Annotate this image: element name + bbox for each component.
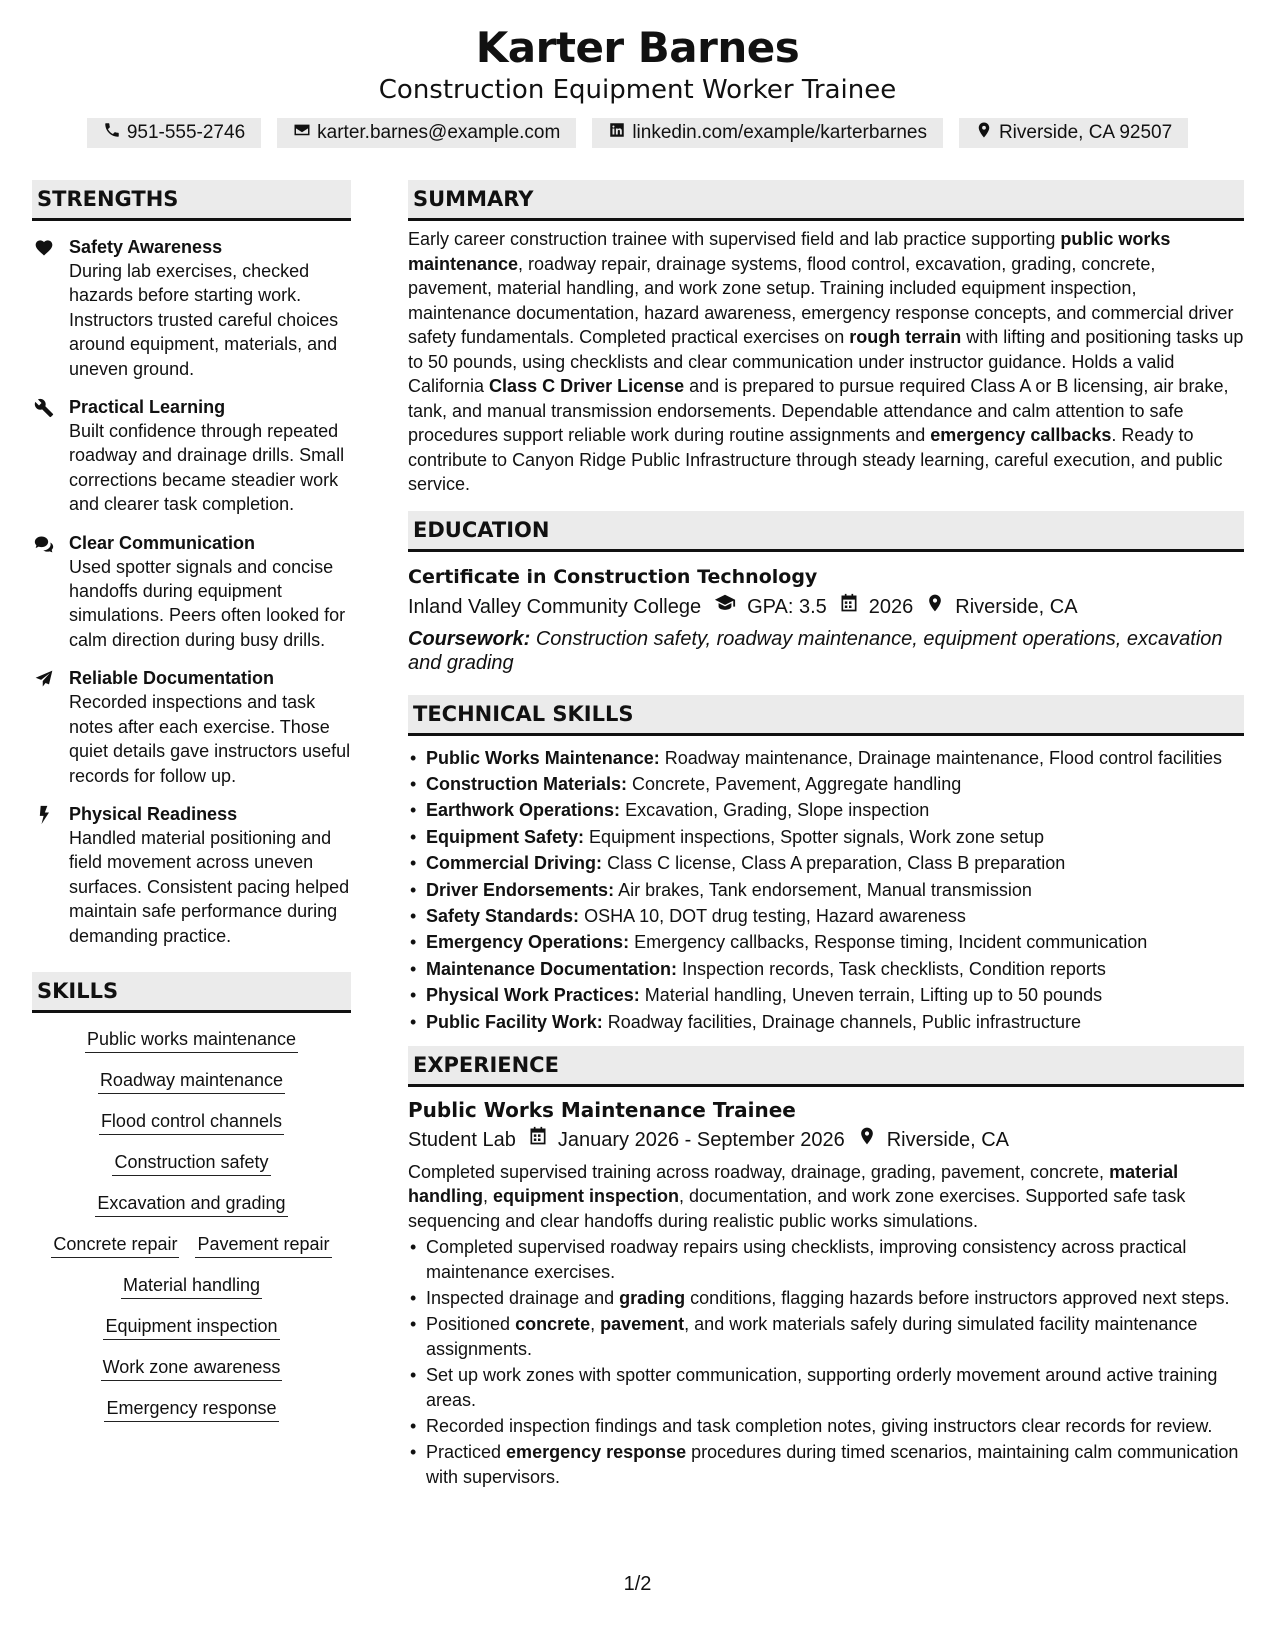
bullet-segment: Practiced xyxy=(426,1442,507,1463)
list-item xyxy=(408,957,1244,981)
page-number: 1/2 xyxy=(623,1573,652,1595)
education-heading: EDUCATION xyxy=(408,511,1244,552)
experience-description xyxy=(408,1160,1244,1233)
skill-tag: Emergency response xyxy=(104,1396,278,1422)
coursework xyxy=(408,627,1244,675)
summary-keyword: rough terrain xyxy=(849,327,962,347)
bullet-segment: Set up work zones with spotter communication, supporting orderly movement around active training areas. xyxy=(426,1365,1218,1410)
strength-title: Reliable Documentation xyxy=(69,668,275,689)
graduation-year: 2026 xyxy=(868,596,914,618)
skill-category: Emergency Operations: xyxy=(426,932,630,953)
strengths-list xyxy=(32,235,351,948)
skill-values: Roadway facilities, Drainage channels, Public infrastructure xyxy=(607,1011,1081,1032)
skill-values: Inspection records, Task checklists, Condition reports xyxy=(682,958,1106,979)
skill-tag: Pavement repair xyxy=(195,1232,331,1258)
bullet-segment: Recorded inspection findings and task completion notes, giving instructors clear records for review. xyxy=(426,1416,1213,1437)
skill-values: Emergency callbacks, Response timing, Incident communication xyxy=(634,932,1148,953)
strength-title: Practical Learning xyxy=(69,397,226,418)
contact-bar xyxy=(0,118,1275,148)
skill-category: Driver Endorsements: xyxy=(426,879,615,900)
desc-keyword: equipment inspection xyxy=(493,1186,680,1207)
list-item xyxy=(408,851,1244,875)
left-column xyxy=(32,180,351,1422)
strength-title: Physical Readiness xyxy=(69,803,238,824)
contact-email[interactable] xyxy=(277,118,576,148)
desc-keyword: material handling xyxy=(408,1161,1179,1207)
strength-title: Clear Communication xyxy=(69,532,256,553)
summary-keyword: Class C Driver License xyxy=(489,376,685,396)
map-pin-icon xyxy=(913,592,955,622)
bullet-keyword: grading xyxy=(619,1288,686,1308)
list-item xyxy=(408,983,1244,1007)
technical-skills-heading: TECHNICAL SKILLS xyxy=(408,695,1244,736)
calendar-icon xyxy=(516,1125,558,1155)
skill-category: Earthwork Operations: xyxy=(426,800,621,821)
list-item xyxy=(408,904,1244,928)
experience-bullets xyxy=(408,1235,1244,1489)
bullet-keyword: concrete xyxy=(515,1314,591,1335)
contact-phone[interactable] xyxy=(87,118,261,148)
list-item xyxy=(408,1010,1244,1034)
list-item xyxy=(408,1286,1244,1310)
candidate-name: Karter Barnes xyxy=(475,23,800,72)
skill-values: Roadway maintenance, Drainage maintenance, Flood control facilities xyxy=(664,747,1223,768)
list-item xyxy=(408,930,1244,954)
comments-icon xyxy=(32,531,69,653)
contact-linkedin[interactable] xyxy=(592,118,943,148)
coursework-label: Coursework: xyxy=(408,627,531,650)
strength-desc: Used spotter signals and concise handoffs during equipment simulations. Peers often looked for calm direction during busy drills. xyxy=(69,556,346,650)
skill-values: Excavation, Grading, Slope inspection xyxy=(625,800,930,821)
job-title: Construction Equipment Worker Trainee xyxy=(378,75,897,105)
experience-meta xyxy=(408,1125,1244,1155)
contact-location[interactable] xyxy=(959,118,1188,148)
experience-dates: January 2026 - September 2026 xyxy=(557,1128,845,1151)
skill-category: Maintenance Documentation: xyxy=(426,958,678,979)
education-location: Riverside, CA xyxy=(955,596,1078,618)
list-item xyxy=(408,1414,1244,1438)
summary-segment: with lifting and positioning tasks up to 50 pounds, using checklists and clear communication under instructor guidance. Holds a valid California xyxy=(408,327,1244,396)
desc-segment: , documentation, and work zone exercises. Supported safe task sequencing and clear handoffs during realistic public works simulations. xyxy=(408,1186,1186,1231)
skill-category: Construction Materials: xyxy=(426,773,628,794)
phone-text: 951-555-2746 xyxy=(126,122,246,143)
experience-title: Public Works Maintenance Trainee xyxy=(408,1097,796,1122)
bullet-keyword: emergency response xyxy=(506,1442,687,1463)
strengths-heading: STRENGTHS xyxy=(32,180,351,221)
desc-segment: Completed supervised training across roadway, drainage, grading, pavement, concrete, xyxy=(408,1161,1110,1182)
bullet-segment: conditions, flagging hazards before instructors approved next steps. xyxy=(685,1288,1230,1308)
strength-item xyxy=(32,395,351,517)
summary-segment: , roadway repair, drainage systems, flood control, excavation, grading, concrete, pavement, material handling, and work zone setup. Training included equipment inspection, maintenance documentation, hazard awareness, emergency response concepts, and commercial driver safety fundamentals. Completed practical exercises on xyxy=(408,253,1234,347)
bullet-segment: procedures during timed scenarios, maintaining calm communication with supervisors. xyxy=(426,1442,1239,1487)
technical-skills-list xyxy=(408,746,1244,1034)
list-item xyxy=(408,772,1244,796)
bullet-segment: , and work materials safely during simulated facility maintenance assignments. xyxy=(426,1314,1198,1359)
skill-tag: Work zone awareness xyxy=(101,1355,283,1381)
coursework-text: Construction safety, roadway maintenance, equipment operations, excavation and grading xyxy=(408,627,1223,674)
skills-heading: SKILLS xyxy=(32,972,351,1013)
education-meta xyxy=(408,592,1244,623)
strength-item xyxy=(32,531,351,653)
list-item xyxy=(408,825,1244,849)
skill-tag: Excavation and grading xyxy=(95,1191,287,1217)
skill-category: Commercial Driving: xyxy=(426,853,603,874)
calendar-icon xyxy=(827,592,869,622)
school-name: Inland Valley Community College xyxy=(408,596,702,618)
strength-desc: Handled material positioning and field movement across uneven surfaces. Consistent pacing helped maintain safe performance during demanding practice. xyxy=(69,827,350,946)
summary-segment: . Ready to contribute to Canyon Ridge Public Infrastructure through steady learning, careful execution, and public service. xyxy=(408,425,1223,494)
summary-segment: and is prepared to pursue required Class A or B licensing, air brake, tank, and manual transmission endorsements. Dependable attendance and calm attention to safe procedures support reliable work during routine assignments and xyxy=(408,376,1229,445)
bolt-icon xyxy=(32,802,69,948)
experience-heading: EXPERIENCE xyxy=(408,1046,1244,1087)
skill-values: Concrete, Pavement, Aggregate handling xyxy=(632,773,962,794)
desc-segment: , xyxy=(483,1186,494,1207)
bullet-segment: Positioned xyxy=(426,1314,516,1335)
list-item xyxy=(408,746,1244,770)
strength-item xyxy=(32,666,351,788)
envelope-icon xyxy=(293,121,311,145)
skill-tag: Equipment inspection xyxy=(103,1314,279,1340)
skill-values: Equipment inspections, Spotter signals, Work zone setup xyxy=(589,826,1044,847)
graduation-cap-icon xyxy=(701,592,747,623)
linkedin-icon xyxy=(608,121,626,145)
skill-values: Class C license, Class A preparation, Class B preparation xyxy=(607,853,1066,874)
bullet-segment: , xyxy=(590,1314,601,1335)
strength-item xyxy=(32,235,351,381)
skill-values: OSHA 10, DOT drug testing, Hazard awareness xyxy=(584,905,966,926)
heart-icon xyxy=(32,235,69,381)
strength-title: Safety Awareness xyxy=(69,237,223,257)
skill-category: Equipment Safety: xyxy=(426,826,585,847)
strength-desc: During lab exercises, checked hazards before starting work. Instructors trusted careful choices around equipment, materials, and uneven ground. xyxy=(69,261,339,379)
skill-tag: Concrete repair xyxy=(51,1232,179,1258)
experience-org: Student Lab xyxy=(408,1128,516,1151)
right-column xyxy=(408,180,1244,1491)
skills-list xyxy=(32,1027,351,1422)
wrench-icon xyxy=(32,395,69,517)
list-item xyxy=(408,798,1244,822)
list-item xyxy=(408,1312,1244,1361)
list-item xyxy=(408,1235,1244,1284)
summary-segment: Early career construction trainee with supervised field and lab practice supporting xyxy=(408,229,1061,249)
map-pin-icon xyxy=(845,1125,887,1155)
summary-heading: SUMMARY xyxy=(408,180,1244,221)
skill-values: Air brakes, Tank endorsement, Manual transmission xyxy=(618,879,1032,900)
bullet-segment: Inspected drainage and xyxy=(426,1288,620,1308)
map-pin-icon xyxy=(975,121,993,145)
list-item xyxy=(408,1363,1244,1412)
phone-icon xyxy=(103,121,121,145)
experience-location: Riverside, CA xyxy=(886,1128,1009,1151)
location-text: Riverside, CA 92507 xyxy=(998,122,1173,143)
skill-tag: Construction safety xyxy=(112,1150,270,1176)
paper-plane-icon xyxy=(32,666,69,788)
bullet-segment: Completed supervised roadway repairs using checklists, improving consistency across practical maintenance exercises. xyxy=(426,1237,1187,1282)
email-text: karter.barnes@example.com xyxy=(317,122,561,143)
strength-desc: Built confidence through repeated roadway and drainage drills. Small corrections became steadier work and clearer task completion. xyxy=(69,421,345,515)
list-item xyxy=(408,878,1244,902)
skill-values: Material handling, Uneven terrain, Lifting up to 50 pounds xyxy=(644,985,1103,1006)
degree-title: Certificate in Construction Technology xyxy=(408,565,818,588)
skill-category: Public Facility Work: xyxy=(426,1011,603,1032)
skill-tag: Public works maintenance xyxy=(85,1027,298,1053)
gpa: GPA: 3.5 xyxy=(747,596,827,618)
skill-tag: Material handling xyxy=(121,1273,262,1299)
skill-category: Physical Work Practices: xyxy=(426,985,640,1006)
linkedin-text: linkedin.com/example/karterbarnes xyxy=(632,122,927,143)
bullet-keyword: pavement xyxy=(600,1314,685,1335)
skill-tag: Flood control channels xyxy=(99,1109,284,1135)
strength-desc: Recorded inspections and task notes after each exercise. Those quiet details gave instructors useful records for follow up. xyxy=(69,692,351,786)
summary-keyword: public works maintenance xyxy=(408,229,1171,274)
summary-keyword: emergency callbacks xyxy=(930,425,1112,445)
skill-tag: Roadway maintenance xyxy=(98,1068,285,1094)
summary-text xyxy=(408,227,1244,497)
list-item xyxy=(408,1440,1244,1489)
skill-category: Public Works Maintenance: xyxy=(426,747,660,768)
strength-item xyxy=(32,802,351,948)
resume-header xyxy=(0,0,1275,148)
skill-category: Safety Standards: xyxy=(426,905,580,926)
